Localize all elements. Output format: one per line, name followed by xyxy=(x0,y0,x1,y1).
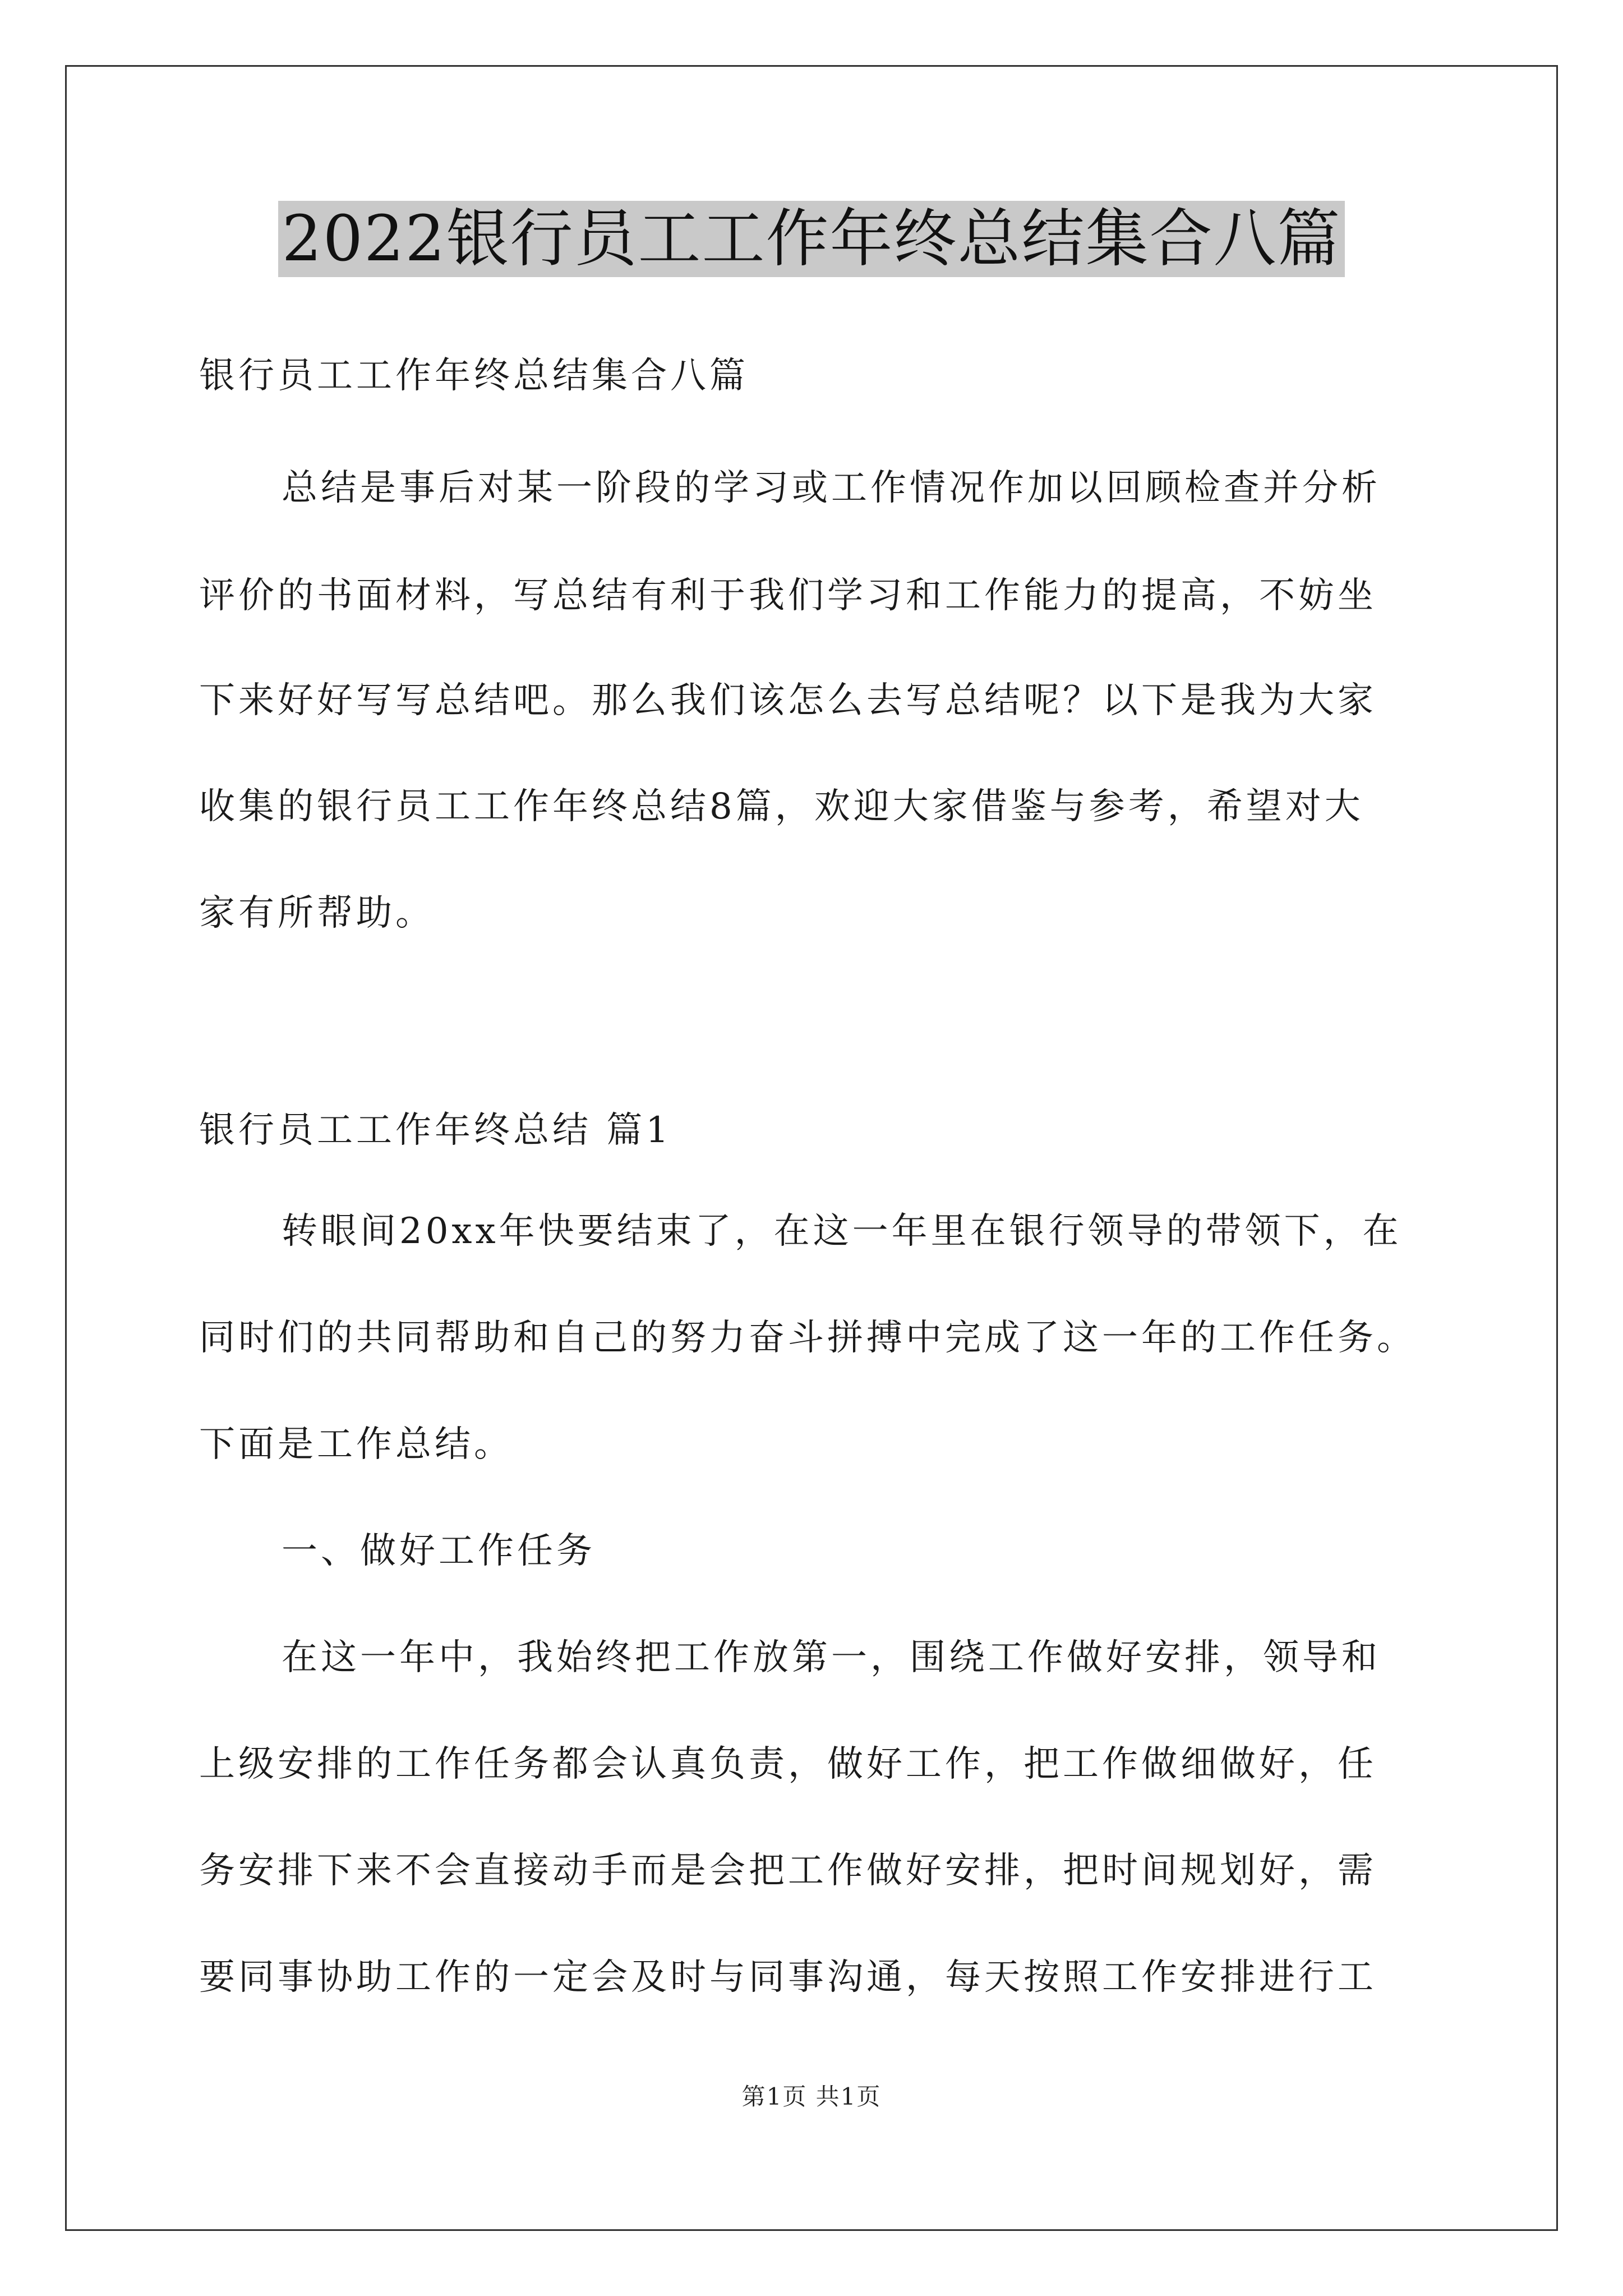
document-title: 2022银行员工工作年终总结集合八篇 xyxy=(278,201,1344,277)
paragraph-line: 上级安排的工作任务都会认真负责，做好工作，把工作做细做好，任 xyxy=(199,1743,1377,1785)
paragraph-line: 要同事协助工作的一定会及时与同事沟通，每天按照工作安排进行工 xyxy=(199,1957,1377,1998)
subsection-heading: 一、做好工作任务 xyxy=(282,1530,596,1572)
section-heading: 银行员工工作年终总结 篇1 xyxy=(199,1110,672,1151)
paragraph-line: 下面是工作总结。 xyxy=(199,1424,513,1465)
paragraph-line: 总结是事后对某一阶段的学习或工作情况作加以回顾检查并分析 xyxy=(282,467,1381,509)
paragraph-line: 评价的书面材料，写总结有利于我们学习和工作能力的提高，不妨坐 xyxy=(199,575,1377,616)
page-footer: 第1页 共1页 xyxy=(741,2083,882,2110)
paragraph-line: 收集的银行员工工作年终总结8篇，欢迎大家借鉴与参考，希望对大 xyxy=(199,786,1364,827)
paragraph-line: 同时们的共同帮助和自己的努力奋斗拼搏中完成了这一年的工作任务。 xyxy=(199,1317,1416,1359)
paragraph-line: 家有所帮助。 xyxy=(199,892,435,934)
title-container xyxy=(0,201,1623,277)
paragraph-line: 转眼间20xx年快要结束了，在这一年里在银行领导的带领下，在 xyxy=(282,1211,1402,1252)
paragraph-line: 下来好好写写总结吧。那么我们该怎么去写总结呢？以下是我为大家 xyxy=(199,680,1377,721)
subtitle-line: 银行员工工作年终总结集合八篇 xyxy=(199,355,749,397)
paragraph-line: 务安排下来不会直接动手而是会把工作做好安排，把时间规划好，需 xyxy=(199,1850,1377,1892)
paragraph-line: 在这一年中，我始终把工作放第一，围绕工作做好安排，领导和 xyxy=(282,1637,1381,1678)
